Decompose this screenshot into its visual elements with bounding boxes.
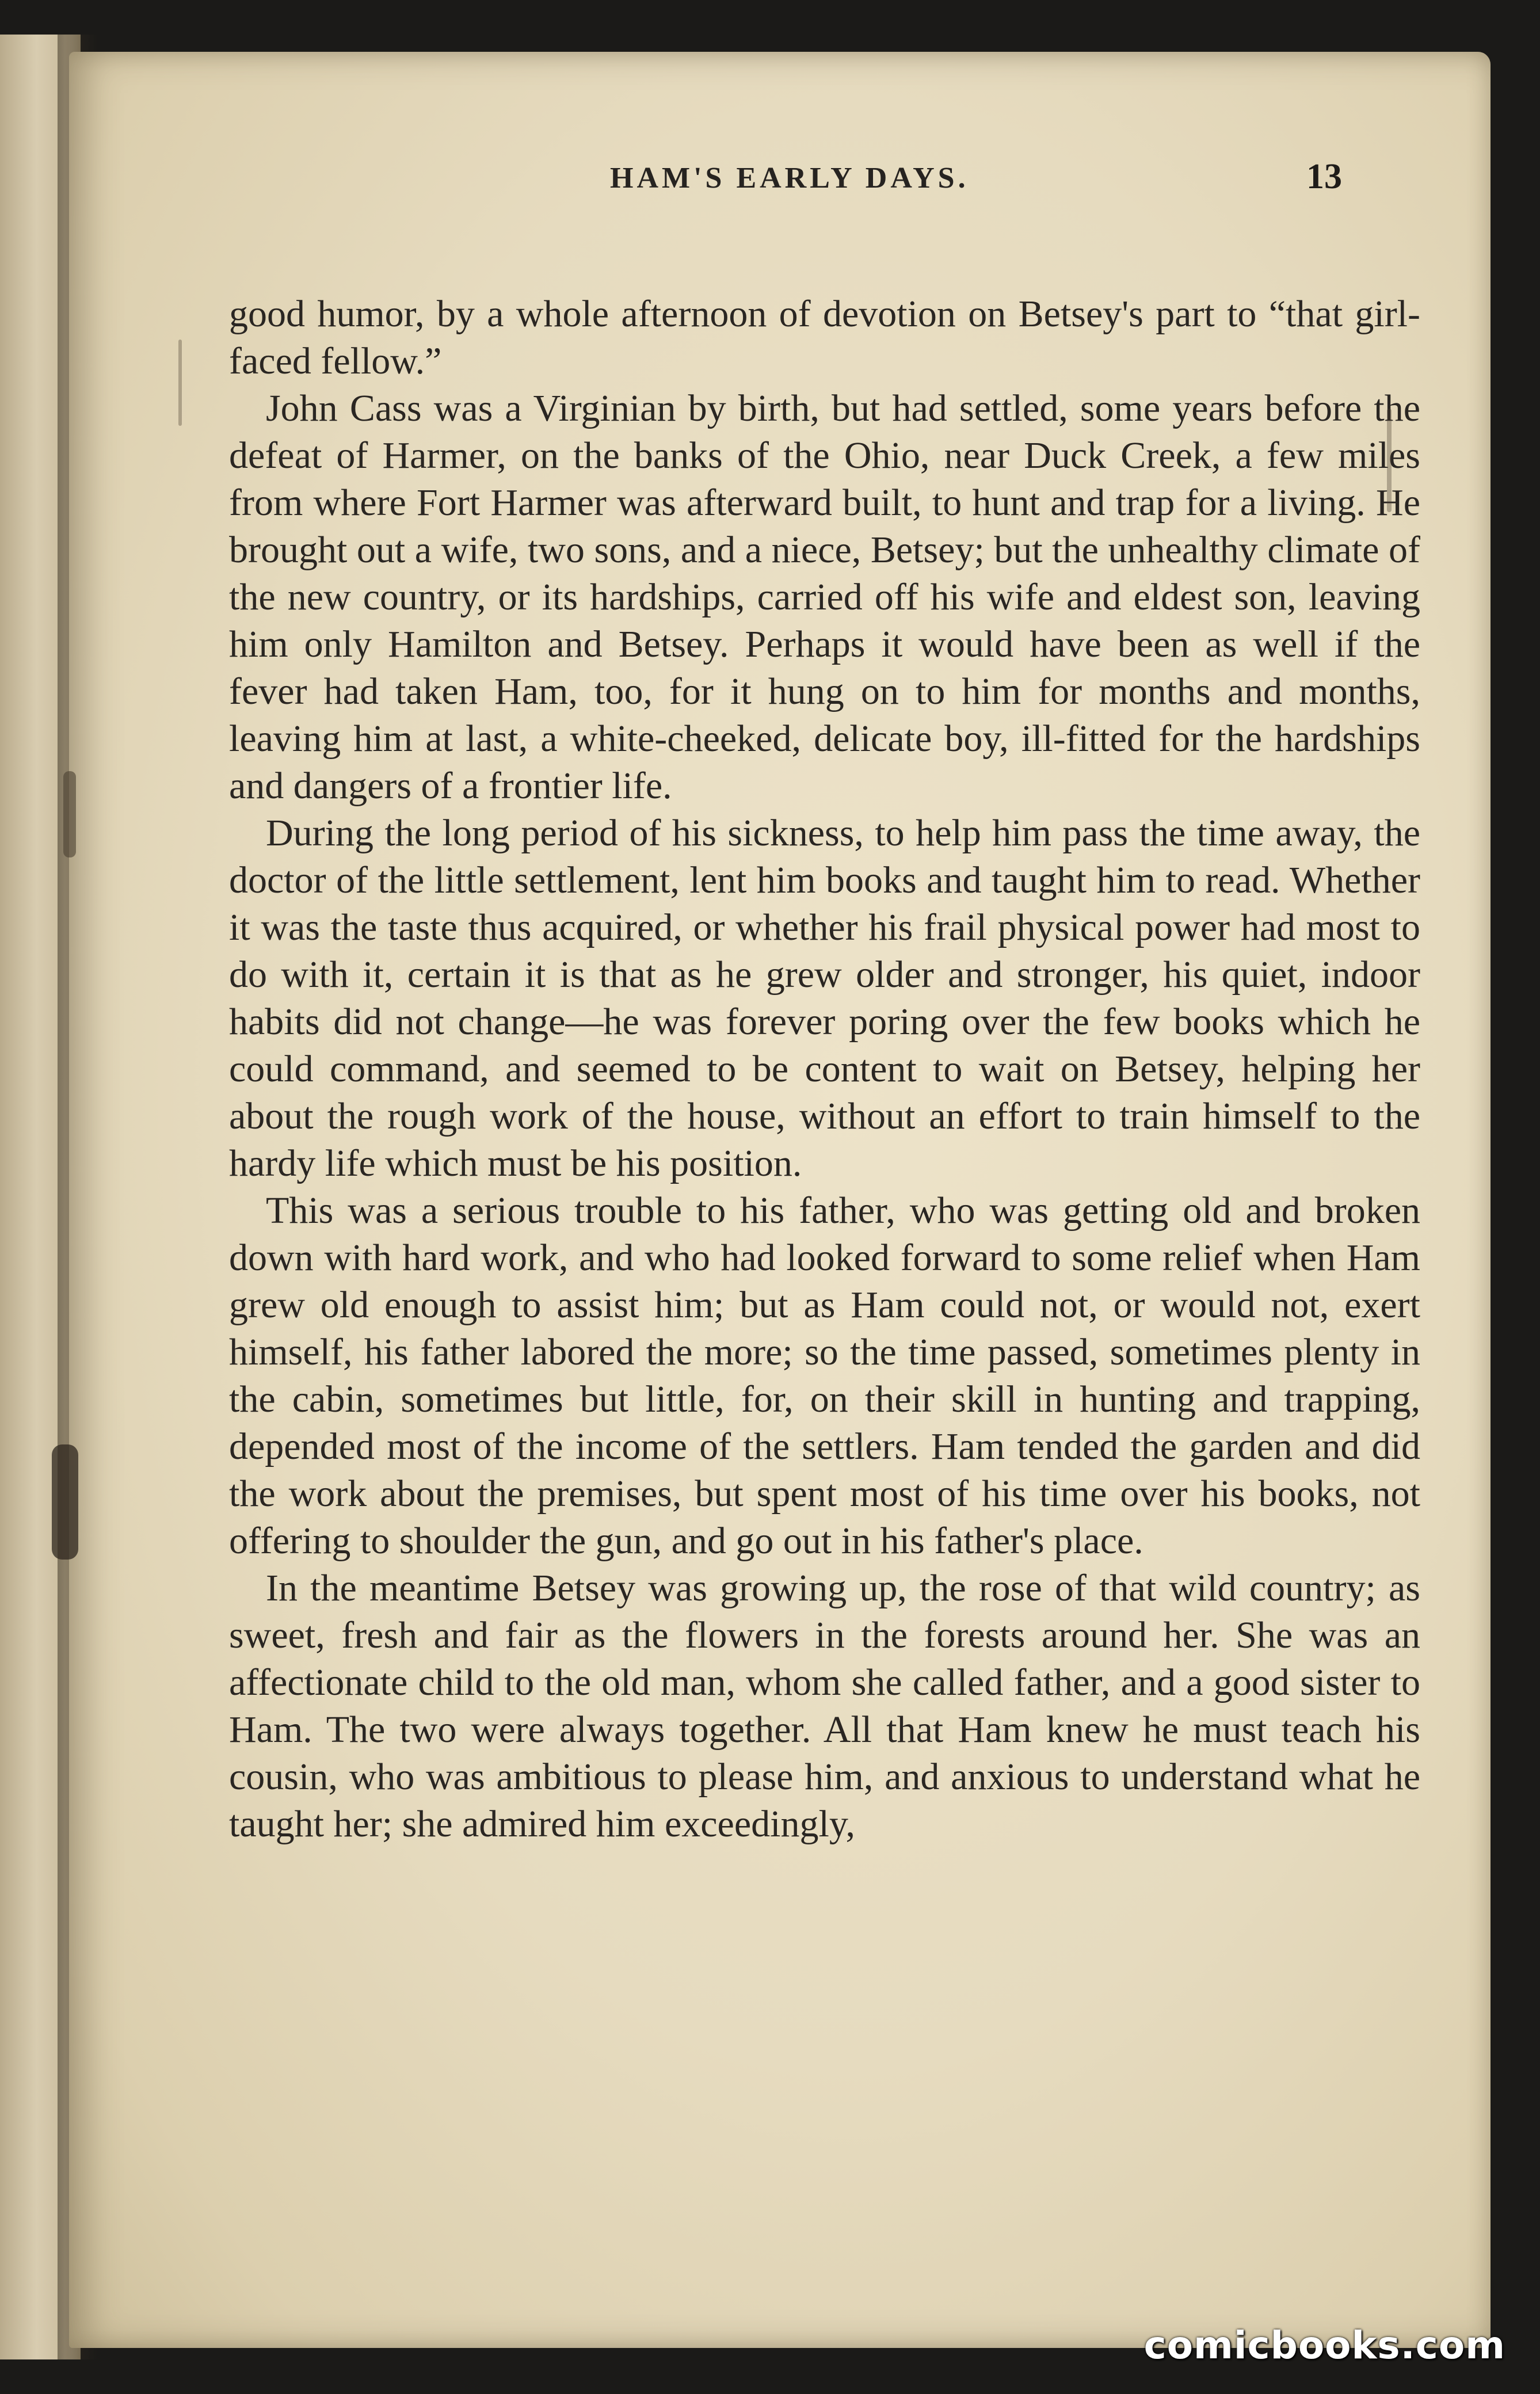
margin-stain	[63, 771, 76, 857]
paragraph-1: good humor, by a whole afternoon of devotion on Betsey's part to “that girl-faced fellow.”	[229, 293, 1420, 382]
book-page	[69, 52, 1491, 2348]
watermark: comicbooks.com	[1143, 2323, 1505, 2368]
page-number: 13	[1306, 157, 1342, 196]
margin-mark	[178, 340, 182, 426]
margin-mark	[1387, 409, 1392, 512]
margin-stain	[52, 1444, 78, 1560]
running-head: HAM'S EARLY DAYS.	[610, 162, 969, 195]
paragraph-2: John Cass was a Virginian by birth, but had settled, some years before the defeat of Harmer, on the banks of the Ohio, near Duck Creek, a few miles from where Fort Harmer was afterward built, to hunt and trap for a living. He brought out a wife, two sons, and a niece, Betsey; but the unhealthy climate of the new country, or its hardships, carried off his wife and eldest son, leaving him only Hamilton and Betsey. Perhaps it would have been as well if the fever had taken Ham, too, for it hung on to him for months and months, leaving him at last, a white-cheeked, delicate boy, ill-fitted for the hardships and dangers of a frontier life.	[229, 387, 1420, 807]
paragraph-5: In the meantime Betsey was growing up, the rose of that wild country; as sweet, fresh and fair as the flowers in the forests around her. She was an affectionate child to the old man, whom she called father, and a good sister to Ham. The two were always together. All that Ham knew he must teach his cousin, who was ambitious to please him, and anxious to understand what he taught her; she admired him exceedingly,	[229, 1567, 1420, 1845]
page-header	[69, 157, 1491, 207]
paragraph-4: This was a serious trouble to his father, who was getting old and broken down with hard work, and who had looked forward to some relief when Ham grew old enough to assist him; but as Ham could not, or would not, exert himself, his father labored the more; so the time passed, sometimes plenty in the cabin, sometimes but little, for, on their skill in hunting and trapping, depended most of the income of the settlers. Ham tended the garden and did the work about the premises, but spent most of his time over his books, not offering to shoulder the gun, and go out in his father's place.	[229, 1190, 1420, 1562]
body-text	[229, 291, 1420, 1848]
paragraph-3: During the long period of his sickness, to help him pass the time away, the doctor of the little settlement, lent him books and taught him to read. Whether it was the taste thus acquired, or whether his frail physical power had most to do with it, certain it is that as he grew older and stronger, his quiet, indoor habits did not change—he was forever poring over the few books which he could command, and seemed to be content to wait on Betsey, helping her about the rough work of the house, without an effort to train himself to the hardy life which must be his position.	[229, 812, 1420, 1184]
